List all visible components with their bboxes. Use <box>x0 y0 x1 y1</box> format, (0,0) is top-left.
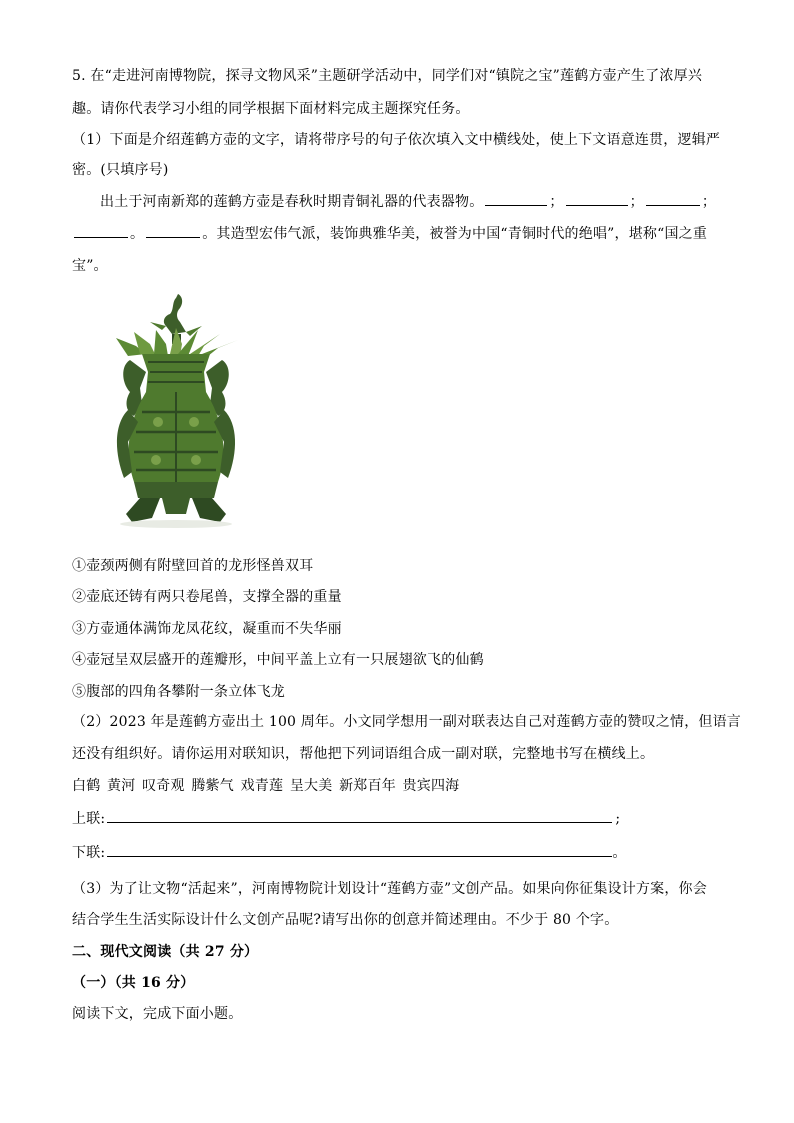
separator: ； <box>701 194 717 210</box>
question-intro-line-2: 趣。请你代表学习小组的同学根据下面材料完成主题探究任务。 <box>72 101 470 117</box>
option-5: ⑤腹部的四角各攀附一条立体飞龙 <box>72 684 285 700</box>
section-heading: 二、现代文阅读（共 27 分） <box>72 944 259 960</box>
option-3: ③方壶通体满饰龙凤花纹，凝重而不失华丽 <box>72 621 342 637</box>
separator: ； <box>629 194 644 210</box>
answer-blank-2[interactable] <box>566 192 628 206</box>
lower-couplet-input[interactable] <box>107 842 612 857</box>
passage-text-2: 其造型宏伟气派，装饰典雅华美，被誉为中国“青铜时代的绝唱”，堪称“国之重 <box>216 226 708 242</box>
answer-blank-5[interactable] <box>146 224 200 238</box>
subquestion-3-line-1: （3）为了让文物“活起来”，河南博物院计划设计“莲鹤方壶”文创产品。如果向你征集设计方案，你会 <box>72 881 707 897</box>
passage-text-1: 出土于河南新郑的莲鹤方壶是春秋时期青铜礼器的代表器物。 <box>100 194 484 210</box>
answer-blank-4[interactable] <box>74 224 128 238</box>
subquestion-2-line-1: （2）2023 年是莲鹤方壶出土 100 周年。小文同学想用一副对联表达自己对莲鹤方壶的赞叹之情，但语言 <box>72 714 742 730</box>
part-heading: （一）（共 16 分） <box>72 975 195 991</box>
upper-couplet-input[interactable] <box>107 808 612 823</box>
question-intro-line-1: 5. 在“走进河南博物院，探寻文物风采”主题研学活动中，同学们对“镇院之宝”莲鹤方壶产生了浓厚兴 <box>72 68 703 84</box>
subquestion-1-line-1: （1）下面是介绍莲鹤方壶的文字，请将带序号的句子依次填入文中横线处，使上下文语意连贯，逻辑严 <box>72 132 721 148</box>
separator: 。 <box>130 226 145 242</box>
separator: 。 <box>202 226 217 242</box>
lotus-petals <box>116 328 238 356</box>
answer-blank-1[interactable] <box>485 192 547 206</box>
lower-couplet-row <box>72 842 722 863</box>
option-4: ④壶冠呈双层盛开的莲瓣形，中间平盖上立有一只展翅欲飞的仙鹤 <box>72 652 484 668</box>
subquestion-2-line-2: 还没有组织好。请你运用对联知识，帮他把下列词语组合成一副对联，完整地书写在横线上。 <box>72 746 655 762</box>
option-1: ①壶颈两侧有附壁回首的龙形怪兽双耳 <box>72 558 314 574</box>
word-bank: 白鹤 黄河 叹奇观 腾紫气 戏青莲 呈大美 新郑百年 贵宾四海 <box>72 778 460 794</box>
lotus-crane-vase-image <box>106 292 246 530</box>
option-2: ②壶底还铸有两只卷尾兽，支撑全器的重量 <box>72 589 342 605</box>
upper-couplet-row <box>72 808 722 829</box>
passage-line-3: 宝”。 <box>72 258 108 274</box>
upper-couplet-label: 上联: <box>72 811 106 827</box>
reading-instruction: 阅读下文，完成下面小题。 <box>72 1006 243 1022</box>
answer-blank-3[interactable] <box>646 192 700 206</box>
lower-couplet-label: 下联: <box>72 845 106 861</box>
separator: ； <box>549 194 564 210</box>
upper-couplet-end: ; <box>615 811 621 827</box>
passage-line-1 <box>100 192 750 212</box>
lower-couplet-end: 。 <box>612 845 627 861</box>
subquestion-1-line-2: 密。(只填序号) <box>72 162 169 178</box>
subquestion-3-line-2: 结合学生生活实际设计什么文创产品呢?请写出你的创意并简述理由。不少于 80 个字。 <box>72 912 619 928</box>
passage-line-2 <box>72 224 722 244</box>
